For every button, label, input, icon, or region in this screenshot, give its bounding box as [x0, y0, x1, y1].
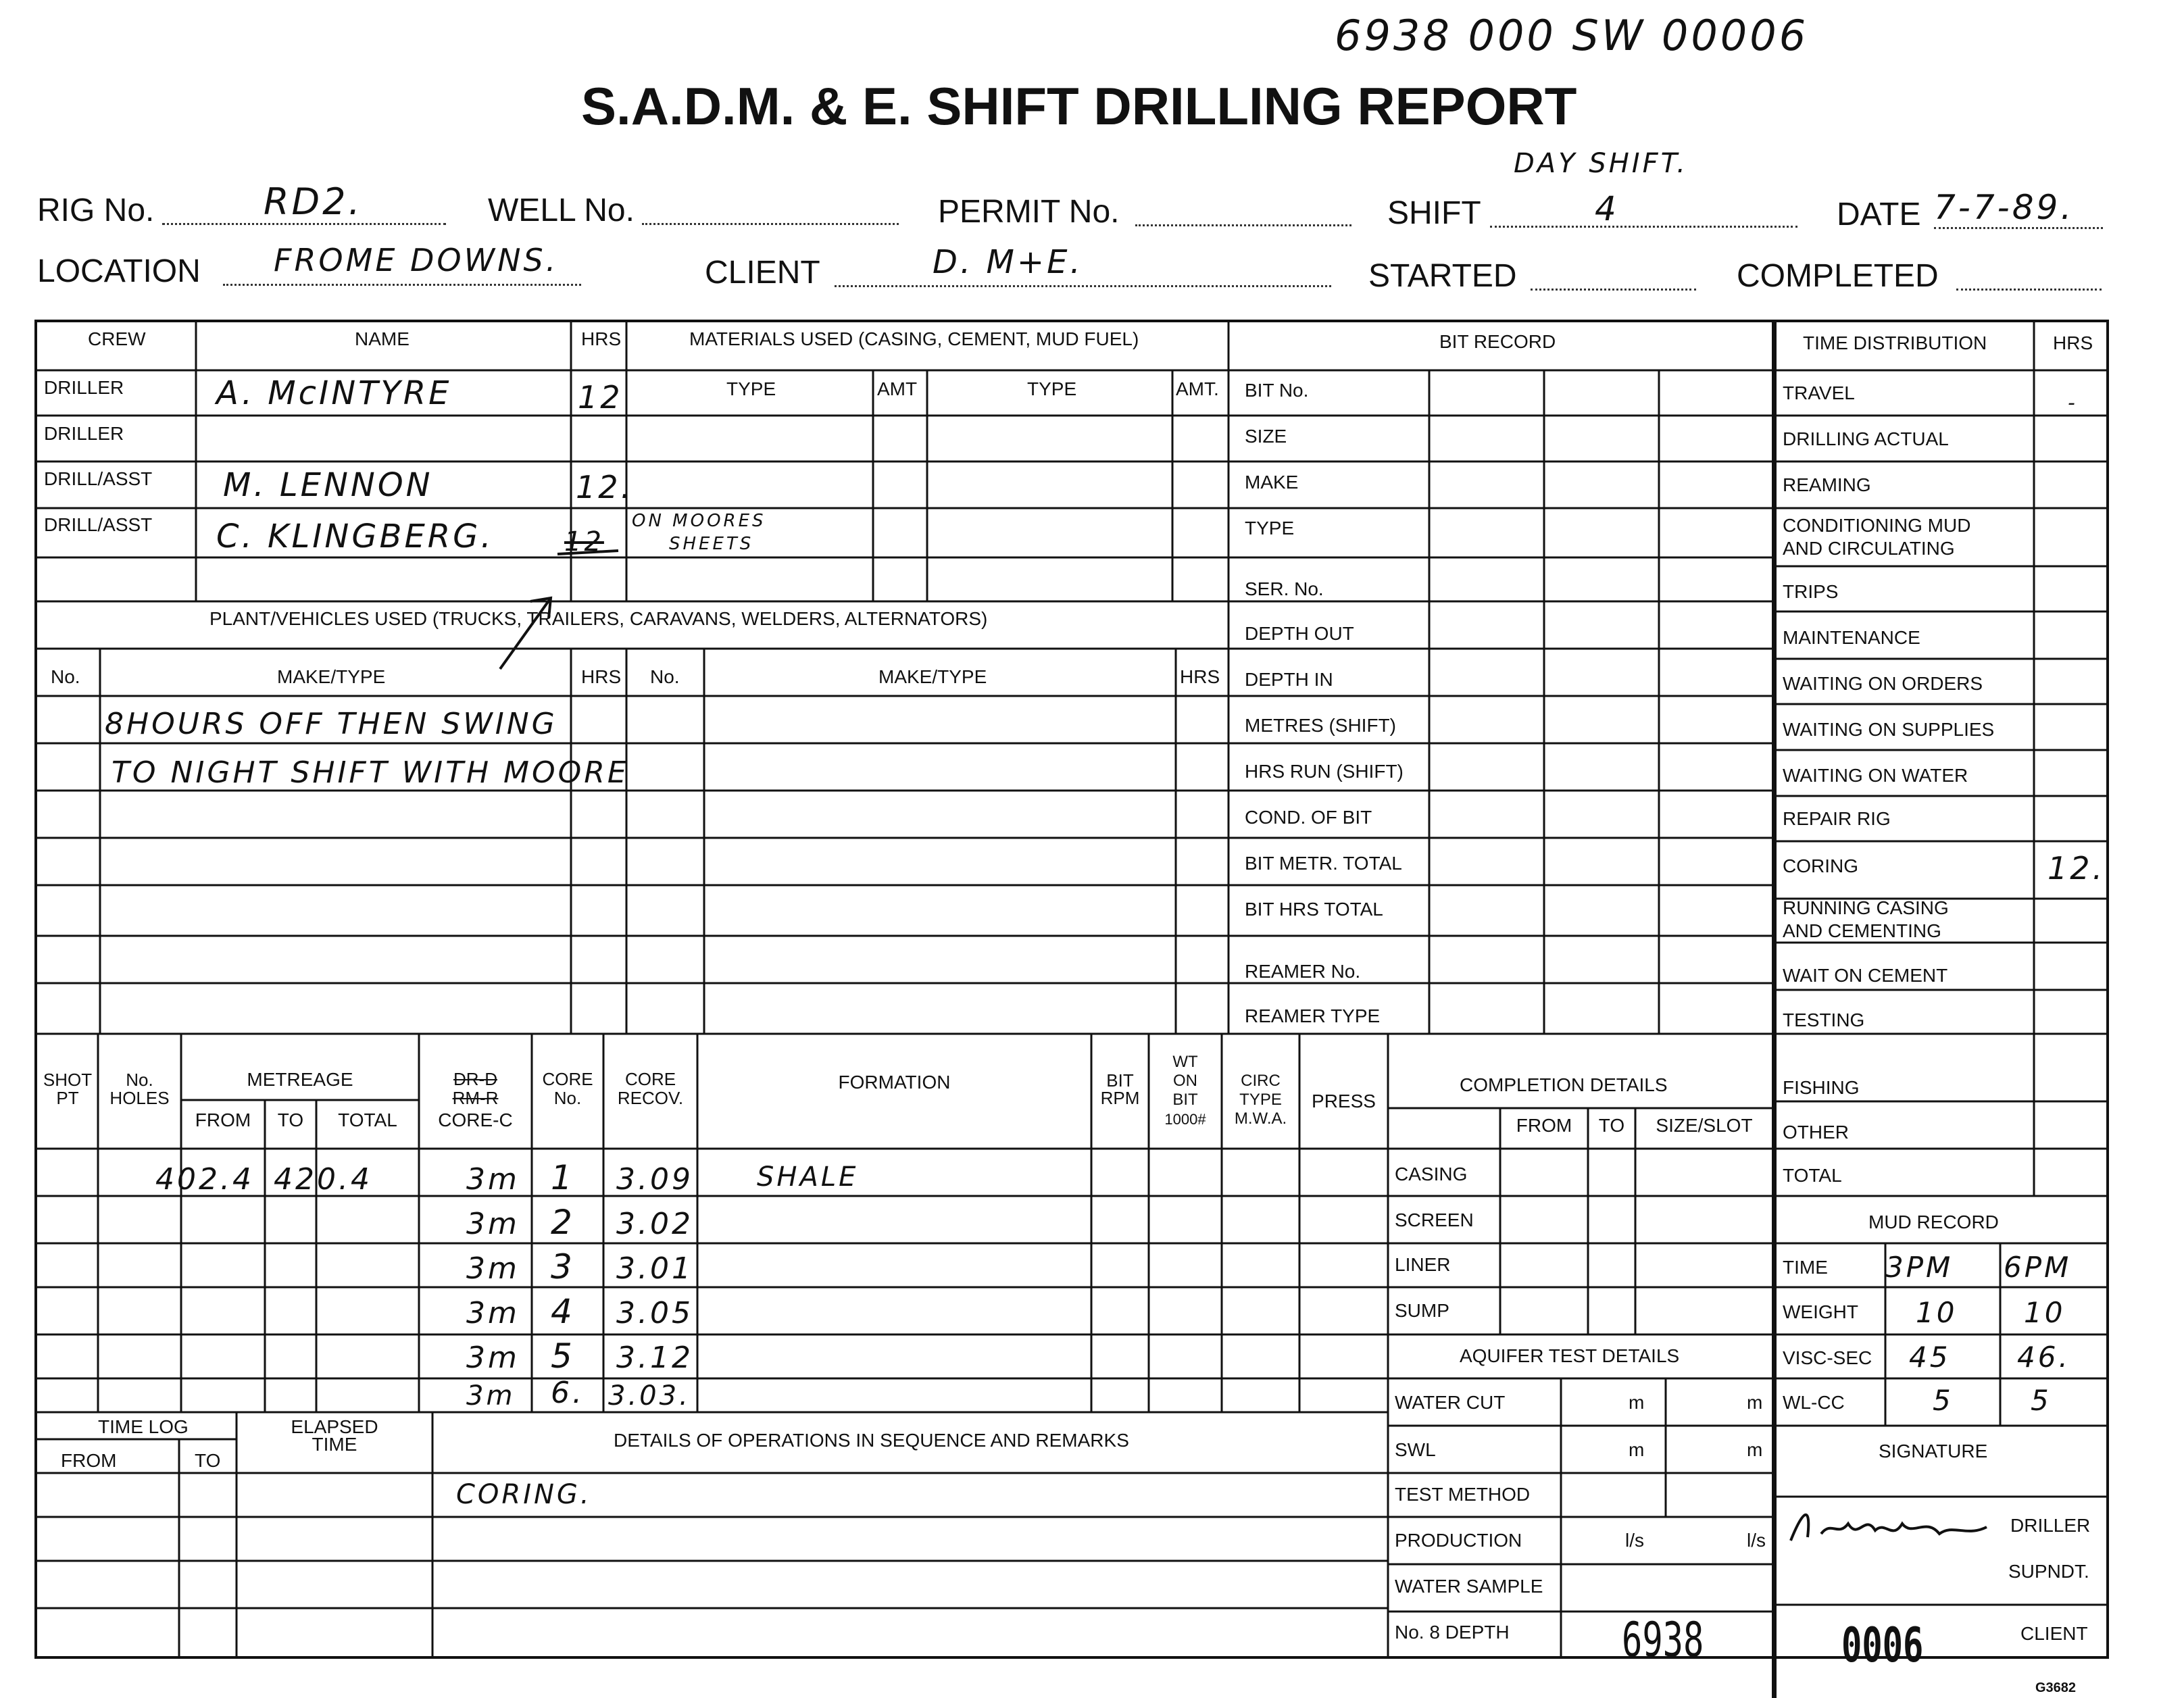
crew-role-3: DRILL/ASST: [44, 468, 153, 489]
signature-supndt: SUPNDT.: [2008, 1561, 2089, 1582]
client-label: CLIENT: [705, 255, 820, 291]
bit-row-depth-in: DEPTH IN: [1245, 669, 1333, 690]
plant-hrs-col: HRS: [581, 666, 622, 687]
client-value[interactable]: D. M+E.: [933, 243, 1083, 281]
mud-time-v1[interactable]: 3PM: [1885, 1251, 1954, 1284]
core-recov-2[interactable]: 3.02: [616, 1207, 693, 1241]
core-c-4[interactable]: 3m: [466, 1296, 520, 1330]
mud-weight-v1[interactable]: 10: [1916, 1296, 1958, 1329]
core-no-3[interactable]: 3: [551, 1247, 575, 1287]
rig-label: RIG No.: [37, 193, 155, 228]
col-metreage: METREAGE: [247, 1069, 353, 1090]
td-coring-hrs[interactable]: 12.: [2048, 850, 2106, 887]
col-press: PRESS: [1312, 1091, 1376, 1112]
bit-row-bit-metr-total: BIT METR. TOTAL: [1245, 853, 1402, 874]
rig-value[interactable]: RD2.: [264, 180, 363, 223]
bit-row-hrs-run-shift: HRS RUN (SHIFT): [1245, 761, 1404, 782]
well-field-line[interactable]: [642, 223, 899, 225]
operations-remark[interactable]: CORING.: [456, 1479, 592, 1510]
bit-record-header: BIT RECORD: [1439, 331, 1556, 352]
col-core-no: CORE: [542, 1069, 593, 1089]
completion-to-col: TO: [1598, 1115, 1625, 1136]
core-c-1[interactable]: 3m: [466, 1162, 520, 1197]
date-field-line: [1934, 227, 2103, 229]
bit-row-reamer-type: REAMER TYPE: [1245, 1005, 1381, 1026]
col-wt-on: ON: [1173, 1072, 1197, 1090]
col-core-recov-2: RECOV.: [617, 1088, 684, 1108]
td-waiting-on-water: WAITING ON WATER: [1783, 765, 1968, 786]
col-total: TOTAL: [338, 1109, 397, 1130]
td-waiting-on-supplies: WAITING ON SUPPLIES: [1783, 719, 1995, 740]
col-formation: FORMATION: [838, 1072, 951, 1093]
crew-name-1[interactable]: A. McINTYRE: [216, 374, 452, 412]
margin-note-1: ON MOORES: [632, 511, 766, 531]
td-wait-on-cement: WAIT ON CEMENT: [1783, 965, 1948, 986]
plant-note-line-1[interactable]: 8HOURS OFF THEN SWING: [105, 707, 557, 741]
date-label: DATE: [1837, 197, 1921, 232]
crew-role-1: DRILLER: [44, 377, 124, 398]
mud-time-v2[interactable]: 6PM: [2004, 1251, 2072, 1284]
mud-visc-v2[interactable]: 46.: [2017, 1341, 2070, 1374]
aquifer-water-cut-u1: m: [1629, 1392, 1645, 1413]
core-c-5[interactable]: 3m: [466, 1341, 520, 1375]
core-recov-3[interactable]: 3.01: [616, 1251, 693, 1286]
metreage-to-value[interactable]: 420.4: [274, 1162, 372, 1197]
aquifer-no8-depth: No. 8 DEPTH: [1395, 1622, 1510, 1643]
td-reaming: REAMING: [1783, 474, 1871, 495]
aquifer-test-method: TEST METHOD: [1395, 1484, 1531, 1505]
plant-header: PLANT/VEHICLES USED (TRUCKS, TRAILERS, CARAVANS, WELDERS, ALTERNATORS): [209, 608, 988, 629]
shift-label: SHIFT: [1387, 195, 1481, 231]
materials-amt-col: AMT: [877, 378, 918, 399]
aquifer-water-cut: WATER CUT: [1395, 1392, 1506, 1413]
timelog-from-col: FROM: [61, 1450, 117, 1471]
col-dr-d: DR-D: [453, 1069, 497, 1089]
td-trips: TRIPS: [1783, 581, 1839, 602]
materials-header: MATERIALS USED (CASING, CEMENT, MUD FUEL): [689, 328, 1139, 349]
mud-wl-v2[interactable]: 5: [2031, 1384, 2052, 1417]
td-drilling-actual: DRILLING ACTUAL: [1783, 428, 1949, 449]
completed-label: COMPLETED: [1737, 258, 1939, 294]
bit-row-type: TYPE: [1245, 518, 1295, 539]
bit-row-ser-no: SER. No.: [1245, 578, 1324, 599]
td-waiting-on-orders: WAITING ON ORDERS: [1783, 673, 1983, 694]
started-field-line[interactable]: [1531, 289, 1696, 291]
td-conditioning-mud: CONDITIONING MUD: [1783, 515, 1971, 536]
aquifer-water-cut-u2: m: [1747, 1392, 1763, 1413]
shift-field-line: [1490, 226, 1797, 228]
metreage-from-value[interactable]: 402.4: [155, 1162, 254, 1197]
formation-value[interactable]: SHALE: [757, 1162, 859, 1193]
aquifer-production-u2: l/s: [1747, 1530, 1766, 1551]
core-no-6[interactable]: 6.: [551, 1376, 585, 1410]
col-core-no-2: No.: [553, 1088, 582, 1108]
core-recov-4[interactable]: 3.05: [616, 1296, 693, 1330]
crew-name-4[interactable]: C. KLINGBERG.: [216, 518, 494, 555]
aquifer-swl-u1: m: [1629, 1439, 1645, 1460]
mud-wl-v1[interactable]: 5: [1933, 1384, 1954, 1417]
shift-note: DAY SHIFT.: [1514, 148, 1688, 179]
crew-hrs-4[interactable]: 12: [564, 526, 604, 557]
mud-weight-label: WEIGHT: [1783, 1301, 1858, 1322]
completion-liner: LINER: [1395, 1254, 1451, 1275]
crew-role-4: DRILL/ASST: [44, 514, 153, 535]
completion-header: COMPLETION DETAILS: [1460, 1074, 1668, 1095]
aquifer-production: PRODUCTION: [1395, 1530, 1522, 1551]
col-bit-rpm: BIT: [1106, 1070, 1134, 1091]
col-bit-rpm-2: RPM: [1100, 1088, 1140, 1108]
aquifer-swl: SWL: [1395, 1439, 1436, 1460]
location-label: LOCATION: [37, 253, 201, 289]
location-value[interactable]: FROME DOWNS.: [274, 242, 559, 278]
plant-make-col: MAKE/TYPE: [277, 666, 386, 687]
signature-driller: DRILLER: [2010, 1515, 2091, 1536]
td-and-cementing: AND CEMENTING: [1783, 920, 1941, 941]
td-travel-hrs[interactable]: -: [2068, 391, 2078, 415]
timelog-header: TIME LOG: [98, 1416, 189, 1437]
crew-col-header: CREW: [88, 328, 146, 349]
completion-from-col: FROM: [1516, 1115, 1572, 1136]
mud-visc-label: VISC-SEC: [1783, 1347, 1872, 1368]
col-core-c: CORE-C: [438, 1109, 513, 1130]
signature-header: SIGNATURE: [1879, 1441, 1988, 1462]
col-holes-no: No.: [126, 1070, 153, 1090]
mud-visc-v1[interactable]: 45: [1909, 1341, 1951, 1374]
td-running-casing: RUNNING CASING: [1783, 897, 1949, 918]
plant-hrs2-col: HRS: [1180, 666, 1220, 687]
bit-row-make: MAKE: [1245, 472, 1299, 493]
col-circ-type: TYPE: [1239, 1091, 1282, 1109]
col-shot-pt: PT: [56, 1088, 79, 1108]
completed-field-line[interactable]: [1956, 289, 2102, 291]
col-circ-mwa: M.W.A.: [1234, 1109, 1287, 1128]
col-rm-r: RM-R: [452, 1088, 499, 1108]
completion-screen: SCREEN: [1395, 1209, 1474, 1230]
col-wt-1000: 1000#: [1164, 1111, 1206, 1128]
margin-note-2: SHEETS: [669, 534, 754, 554]
completion-casing: CASING: [1395, 1164, 1468, 1184]
materials-amt2-col: AMT.: [1176, 378, 1219, 399]
name-col-header: NAME: [355, 328, 410, 349]
well-label: WELL No.: [488, 193, 635, 228]
bit-row-bit-hrs-total: BIT HRS TOTAL: [1245, 899, 1383, 920]
bit-row-size: SIZE: [1245, 426, 1287, 447]
form-code: G3682: [2035, 1680, 2077, 1695]
permit-field-line[interactable]: [1135, 224, 1351, 226]
core-c-3[interactable]: 3m: [466, 1251, 520, 1286]
core-recov-5[interactable]: 3.12: [616, 1341, 693, 1375]
col-wt-bit: BIT: [1172, 1091, 1198, 1109]
core-no-4[interactable]: 4: [551, 1292, 575, 1331]
mud-wl-label: WL-CC: [1783, 1392, 1845, 1413]
crew-hrs-col-header: HRS: [581, 328, 622, 349]
plant-note-line-2[interactable]: TO NIGHT SHIFT WITH MOORE: [111, 755, 629, 790]
bit-row-bit-no: BIT No.: [1245, 380, 1309, 401]
completion-sump: SUMP: [1395, 1300, 1449, 1321]
plant-no2-col: No.: [650, 666, 680, 687]
crew-hrs-3[interactable]: 12.: [576, 469, 634, 505]
core-no-2[interactable]: 2: [551, 1203, 575, 1242]
rig-field-line: [162, 223, 446, 225]
td-and-circulating: AND CIRCULATING: [1783, 538, 1955, 559]
core-recov-6[interactable]: 3.03.: [608, 1380, 691, 1412]
bit-row-reamer-no: REAMER No.: [1245, 961, 1361, 982]
core-no-5[interactable]: 5: [551, 1337, 575, 1376]
time-distribution-hrs-col: HRS: [2053, 332, 2093, 353]
materials-type-col: TYPE: [726, 378, 776, 399]
mud-time-label: TIME: [1783, 1257, 1828, 1278]
col-to: TO: [277, 1109, 304, 1130]
col-shot: SHOT: [43, 1070, 93, 1090]
location-field-line: [223, 284, 581, 286]
td-fishing: FISHING: [1783, 1077, 1860, 1098]
time-distribution-header: TIME DISTRIBUTION: [1803, 332, 1987, 353]
aquifer-production-u1: l/s: [1625, 1530, 1644, 1551]
col-circ: CIRC: [1241, 1072, 1281, 1090]
plant-no-col: No.: [51, 666, 80, 687]
bit-row-depth-out: DEPTH OUT: [1245, 623, 1354, 644]
td-other: OTHER: [1783, 1122, 1849, 1143]
crew-name-3[interactable]: M. LENNON: [223, 466, 433, 504]
details-header: DETAILS OF OPERATIONS IN SEQUENCE AND REMARKS: [614, 1430, 1129, 1451]
driller-signature-icon: [1784, 1500, 2014, 1554]
td-repair-rig: REPAIR RIG: [1783, 808, 1891, 829]
materials-type2-col: TYPE: [1027, 378, 1077, 399]
crew-hrs-1[interactable]: 12: [578, 379, 623, 416]
client-field-line: [835, 285, 1331, 287]
core-recov-1[interactable]: 3.09: [616, 1162, 693, 1197]
col-core-recov: CORE: [624, 1069, 676, 1089]
td-coring: CORING: [1783, 855, 1858, 876]
td-testing: TESTING: [1783, 1009, 1865, 1030]
plant-make2-col: MAKE/TYPE: [878, 666, 987, 687]
td-travel: TRAVEL: [1783, 382, 1855, 403]
date-value[interactable]: 7-7-89.: [1934, 188, 2075, 227]
elapsed-col: ELAPSED: [291, 1416, 378, 1437]
col-wt: WT: [1172, 1053, 1198, 1071]
core-c-6[interactable]: 3m: [466, 1380, 516, 1412]
shift-value[interactable]: 4: [1595, 189, 1619, 228]
core-c-2[interactable]: 3m: [466, 1207, 520, 1241]
crew-role-2: DRILLER: [44, 423, 124, 444]
permit-label: PERMIT No.: [938, 194, 1120, 230]
aquifer-header: AQUIFER TEST DETAILS: [1460, 1345, 1680, 1366]
col-holes: HOLES: [109, 1088, 170, 1108]
core-no-1[interactable]: 1: [551, 1158, 575, 1197]
mud-weight-v2[interactable]: 10: [2024, 1296, 2066, 1329]
started-label: STARTED: [1368, 258, 1517, 294]
report-title: S.A.D.M. & E. SHIFT DRILLING REPORT: [581, 76, 1577, 136]
bit-row-cond-of-bit: COND. OF BIT: [1245, 807, 1372, 828]
elapsed-time-col: TIME: [312, 1434, 357, 1455]
td-total: TOTAL: [1783, 1165, 1842, 1186]
bit-row-metres-shift: METRES (SHIFT): [1245, 715, 1396, 736]
td-maintenance: MAINTENANCE: [1783, 627, 1920, 648]
completion-size-col: SIZE/SLOT: [1656, 1115, 1753, 1136]
signature-client: CLIENT: [2020, 1623, 2088, 1644]
mud-record-header: MUD RECORD: [1868, 1212, 1999, 1232]
stamp-right-number: 0006: [1841, 1618, 1924, 1673]
col-from: FROM: [195, 1109, 251, 1130]
reference-number: 6938 000 SW 00006: [1335, 11, 1809, 60]
aquifer-swl-u2: m: [1747, 1439, 1763, 1460]
timelog-to-col: TO: [195, 1450, 221, 1471]
stamp-left-number: 6938: [1622, 1612, 1704, 1668]
aquifer-water-sample: WATER SAMPLE: [1395, 1576, 1543, 1597]
